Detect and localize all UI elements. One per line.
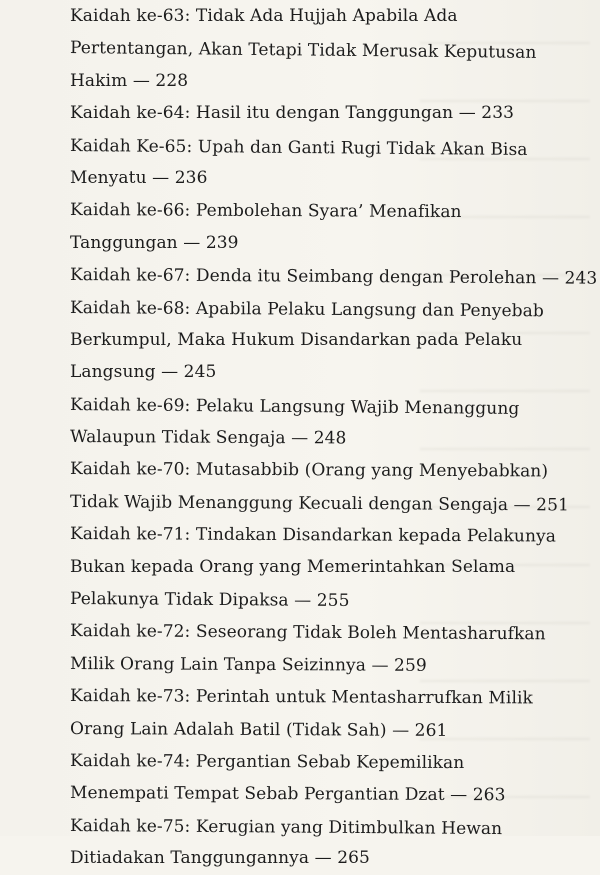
toc-line: Kaidah ke-66: Pembolehan Syara’ Menafikan <box>69 200 462 223</box>
toc-line: Kaidah ke-64: Hasil itu dengan Tanggungan — 233 <box>70 103 515 124</box>
toc-line: Berkumpul, Maka Hukum Disandarkan pada Pelaku <box>70 329 523 350</box>
toc-line: Kaidah ke-75: Kerugian yang Ditimbulkan Hewan <box>69 815 503 839</box>
toc-line: Kaidah ke-69: Pelaku Langsung Wajib Menanggung <box>69 394 520 419</box>
toc-line: Kaidah ke-72: Seseorang Tidak Boleh Mentasharufkan <box>69 621 546 645</box>
toc-line: Walaupun Tidak Sengaja — 248 <box>69 427 347 449</box>
toc-line: Tanggungan — 239 <box>70 232 239 253</box>
toc-line: Kaidah ke-68: Apabila Pelaku Langsung dan Penyebab <box>69 297 544 321</box>
toc-line: Menyatu — 236 <box>70 167 208 188</box>
toc-line: Kaidah ke-63: Tidak Ada Hujjah Apabila Ada <box>70 6 458 26</box>
toc-line: Ditiadakan Tanggungannya — 265 <box>70 848 370 869</box>
toc-line: Pelakunya Tidak Dipaksa — 255 <box>69 589 350 611</box>
toc-line: Hakim — 228 <box>70 70 189 91</box>
toc-line: Orang Lain Adalah Batil (Tidak Sah) — 261 <box>69 718 448 741</box>
toc-line: Milik Orang Lain Tanpa Seizinnya — 259 <box>69 653 427 676</box>
toc-line: Kaidah ke-67: Denda itu Seimbang dengan Perolehan — 243 <box>69 265 598 289</box>
toc-line: Bukan kepada Orang yang Memerintahkan Selama <box>70 556 516 577</box>
toc-line: Pertentangan, Akan Tetapi Tidak Merusak Keputusan <box>69 38 537 64</box>
toc-line: Kaidah ke-74: Pergantian Sebab Kepemilikan <box>69 750 465 774</box>
toc-line: Kaidah ke-71: Tindakan Disandarkan kepada Pelakunya <box>69 524 557 547</box>
toc-line: Kaidah Ke-65: Upah dan Ganti Rugi Tidak Akan Bisa <box>69 135 528 160</box>
toc-line: Kaidah ke-73: Perintah untuk Mentasharrufkan Milik <box>69 686 534 709</box>
toc-line: Langsung — 245 <box>70 362 217 383</box>
toc-line: Tidak Wajib Menanggung Kecuali dengan Sengaja — 251 <box>69 491 570 516</box>
table-of-contents <box>69 0 598 875</box>
toc-line: Menempati Tempat Sebab Pergantian Dzat — 263 <box>69 783 506 806</box>
toc-line: Kaidah ke-70: Mutasabbib (Orang yang Menyebabkan) <box>69 459 549 482</box>
